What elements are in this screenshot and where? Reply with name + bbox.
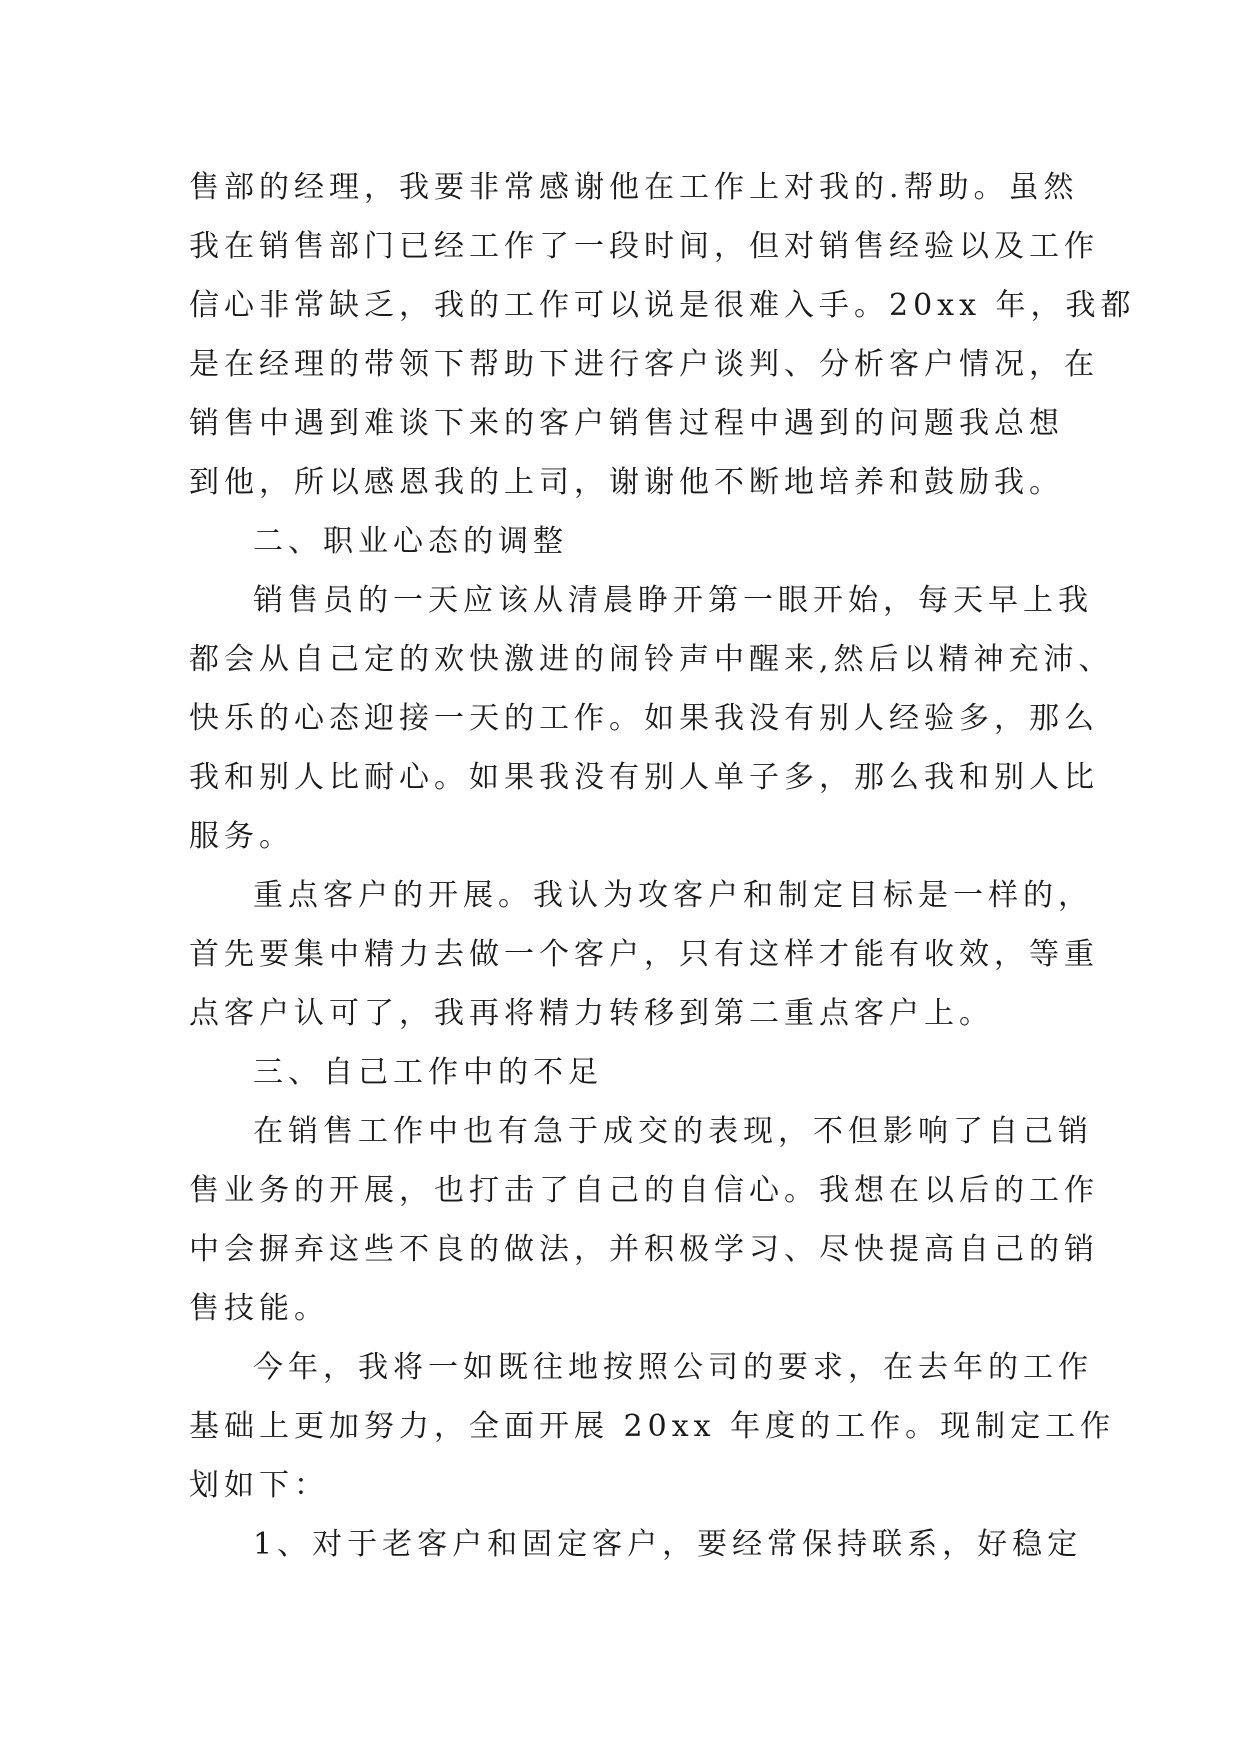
text-line: 我在销售部门已经工作了一段时间，但对销售经验以及工作 <box>189 229 1099 264</box>
text-line: 售部的经理，我要非常感谢他在工作上对我的.帮助。虽然 <box>189 170 1079 205</box>
text-line: 售技能。 <box>189 1291 329 1326</box>
text-line: 三、自己工作中的不足 <box>253 1055 603 1090</box>
text-line: 服务。 <box>189 819 294 854</box>
text-line: 重点客户的开展。我认为攻客户和制定目标是一样的， <box>253 878 1093 913</box>
text-line: 我和别人比耐心。如果我没有别人单子多，那么我和别人比 <box>189 760 1099 795</box>
text-line: 快乐的心态迎接一天的工作。如果我没有别人经验多，那么 <box>189 701 1099 736</box>
text-line: 都会从自己定的欢快激进的闹铃声中醒来,然后以精神充沛、 <box>189 642 1114 677</box>
text-line: 是在经理的带领下帮助下进行客户谈判、分析客户情况，在 <box>189 347 1099 382</box>
text-line: 销售员的一天应该从清晨睁开第一眼开始，每天早上我 <box>253 583 1093 618</box>
text-line: 售业务的开展，也打击了自己的自信心。我想在以后的工作 <box>189 1173 1099 1208</box>
text-line: 点客户认可了，我再将精力转移到第二重点客户上。 <box>189 996 994 1031</box>
text-line: 划如下： <box>189 1468 329 1503</box>
text-line: 在销售工作中也有急于成交的表现，不但影响了自己销 <box>253 1114 1093 1149</box>
text-line: 1、对于老客户和固定客户，要经常保持联系，好稳定 <box>253 1527 1083 1562</box>
body-text <box>189 158 1136 1574</box>
text-line: 首先要集中精力去做一个客户，只有这样才能有收效，等重 <box>189 937 1099 972</box>
text-line: 二、职业心态的调整 <box>253 524 568 559</box>
text-line: 今年，我将一如既往地按照公司的要求，在去年的工作 <box>253 1350 1093 1385</box>
text-line: 中会摒弃这些不良的做法，并积极学习、尽快提高自己的销 <box>189 1232 1099 1267</box>
text-line: 到他，所以感恩我的上司，谢谢他不断地培养和鼓励我。 <box>189 465 1064 500</box>
text-line: 信心非常缺乏，我的工作可以说是很难入手。20xx 年，我都 <box>189 288 1136 323</box>
text-line: 销售中遇到难谈下来的客户销售过程中遇到的问题我总想 <box>189 406 1064 441</box>
text-line: 基础上更加努力，全面开展 20xx 年度的工作。现制定工作 <box>189 1409 1116 1444</box>
